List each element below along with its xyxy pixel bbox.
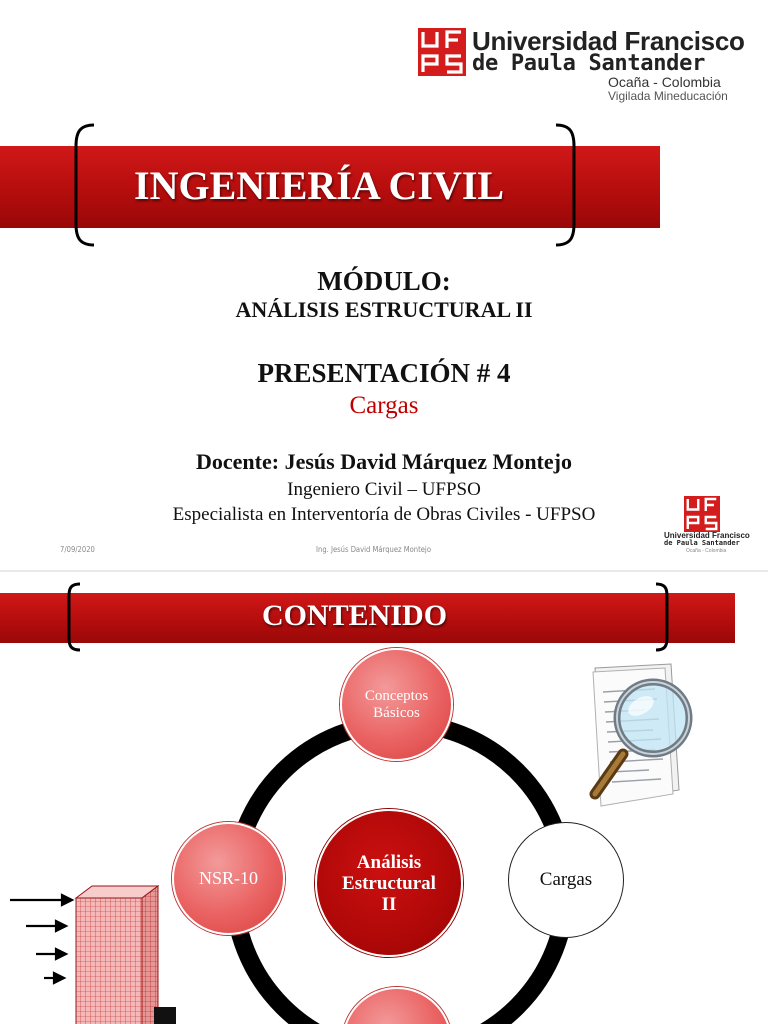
ufps-logo-icon bbox=[684, 496, 720, 532]
presentation-topic: Cargas bbox=[349, 392, 419, 419]
magnifier-document-icon bbox=[583, 662, 701, 812]
small-university-logo bbox=[664, 496, 750, 558]
instructor-role-1: Ingeniero Civil – UFPSO bbox=[287, 479, 481, 500]
node-text-line: Análisis bbox=[356, 851, 422, 873]
logo-line-4: Vigilada Mineducación bbox=[608, 89, 728, 103]
node-text: Cargas bbox=[539, 869, 593, 890]
small-logo-line-2: de Paula Santander bbox=[664, 539, 740, 547]
small-logo-line-3: Ocaña - Colombia bbox=[686, 548, 727, 554]
instructor-name: Docente: Jesús David Márquez Montejo bbox=[196, 449, 572, 474]
node-conceptos-basicos bbox=[340, 648, 453, 761]
small-logo-line-1: Universidad Francisco bbox=[664, 531, 750, 540]
logo-line-1: Universidad Francisco bbox=[472, 26, 745, 56]
page-title: INGENIERÍA CIVIL bbox=[134, 163, 505, 208]
bracket-icon bbox=[64, 582, 84, 652]
slide-contents bbox=[0, 572, 768, 1024]
logo-line-2: de Paula Santander bbox=[472, 51, 706, 76]
university-logo bbox=[418, 28, 748, 108]
bracket-icon bbox=[552, 122, 580, 248]
node-text-line: Conceptos bbox=[364, 687, 429, 704]
node-text-line: Básicos bbox=[373, 704, 420, 721]
node-nsr10 bbox=[172, 822, 285, 935]
module-name: ANÁLISIS ESTRUCTURAL II bbox=[235, 297, 533, 322]
footer-author: Ing. Jesús David Márquez Montejo bbox=[316, 545, 431, 554]
ufps-logo-icon bbox=[418, 28, 466, 76]
node-cargas bbox=[508, 822, 624, 938]
node-text-line: Estructural bbox=[342, 872, 436, 894]
building-icon bbox=[6, 882, 176, 1024]
node-text: NSR-10 bbox=[198, 868, 258, 888]
node-text-line: II bbox=[381, 893, 397, 915]
bracket-icon bbox=[652, 582, 672, 652]
contents-title: CONTENIDO bbox=[262, 599, 448, 632]
module-label: MÓDULO: bbox=[317, 266, 451, 296]
instructor-role-2: Especialista en Interventoría de Obras Civiles - UFPSO bbox=[172, 504, 596, 525]
bracket-icon bbox=[70, 122, 98, 248]
node-center-analisis bbox=[315, 809, 463, 957]
footer-date: 7/09/2020 bbox=[60, 545, 95, 554]
presentation-number: PRESENTACIÓN # 4 bbox=[257, 358, 511, 388]
wind-arrow-icon bbox=[10, 895, 72, 983]
logo-line-3: Ocaña - Colombia bbox=[608, 74, 721, 90]
